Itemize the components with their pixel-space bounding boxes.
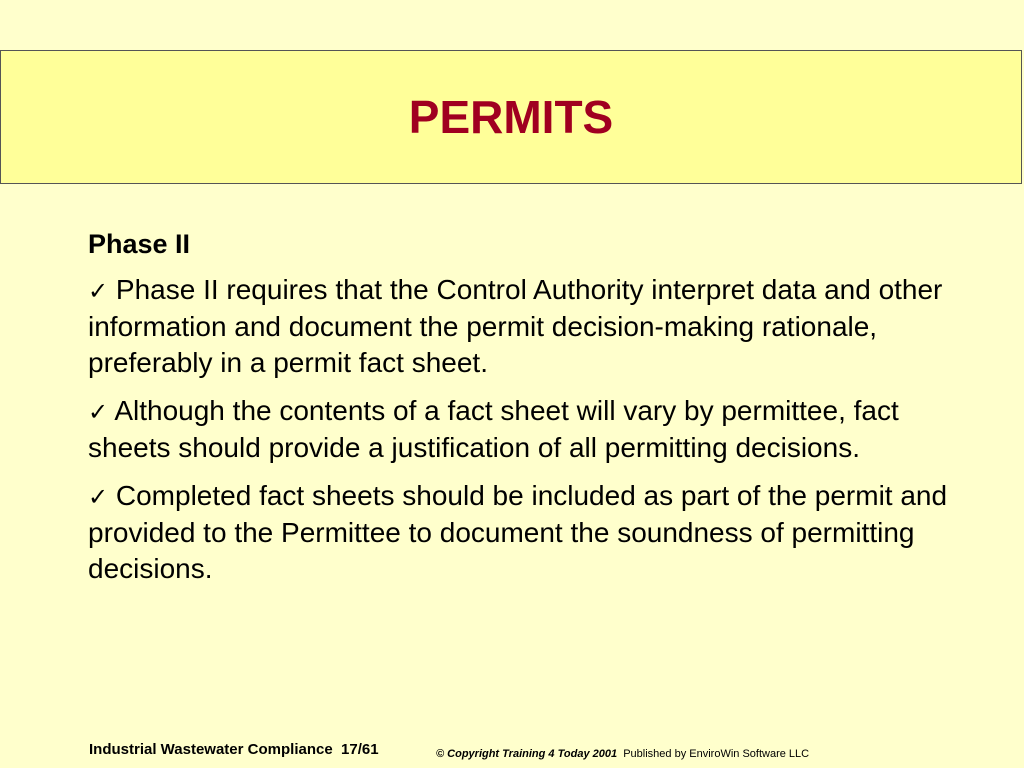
- bullet-item-2: [88, 393, 958, 466]
- checkmark-icon: ✓: [88, 277, 109, 305]
- bullet-item-3: [88, 478, 958, 587]
- footer-course-title: Industrial Wastewater Compliance: [89, 741, 333, 758]
- footer-copyright-info: [436, 748, 809, 760]
- checkmark-icon: ✓: [88, 398, 109, 426]
- slide-body: [88, 226, 958, 599]
- checkmark-icon: ✓: [88, 483, 109, 511]
- footer-copyright: © Copyright Training 4 Today 2001: [436, 748, 618, 760]
- section-heading: Phase II: [88, 229, 191, 259]
- bullet-item-1: [88, 272, 958, 381]
- bullet-text: Completed fact sheets should be included as part of the permit and provided to the Permittee to document the soundness of permitting decisions.: [88, 480, 948, 584]
- footer-course-info: [89, 741, 379, 758]
- bullet-text: Although the contents of a fact sheet will vary by permittee, fact sheets should provide a justification of all permitting decisions.: [88, 395, 899, 463]
- bullet-text: Phase II requires that the Control Authority interpret data and other information and document the permit decision-making rationale, preferably in a permit fact sheet.: [88, 274, 943, 378]
- slide-title: PERMITS: [408, 91, 614, 143]
- footer-publisher: Published by EnviroWin Software LLC: [623, 748, 810, 760]
- footer-page-number: 17/61: [341, 741, 379, 758]
- title-banner: [0, 50, 1022, 184]
